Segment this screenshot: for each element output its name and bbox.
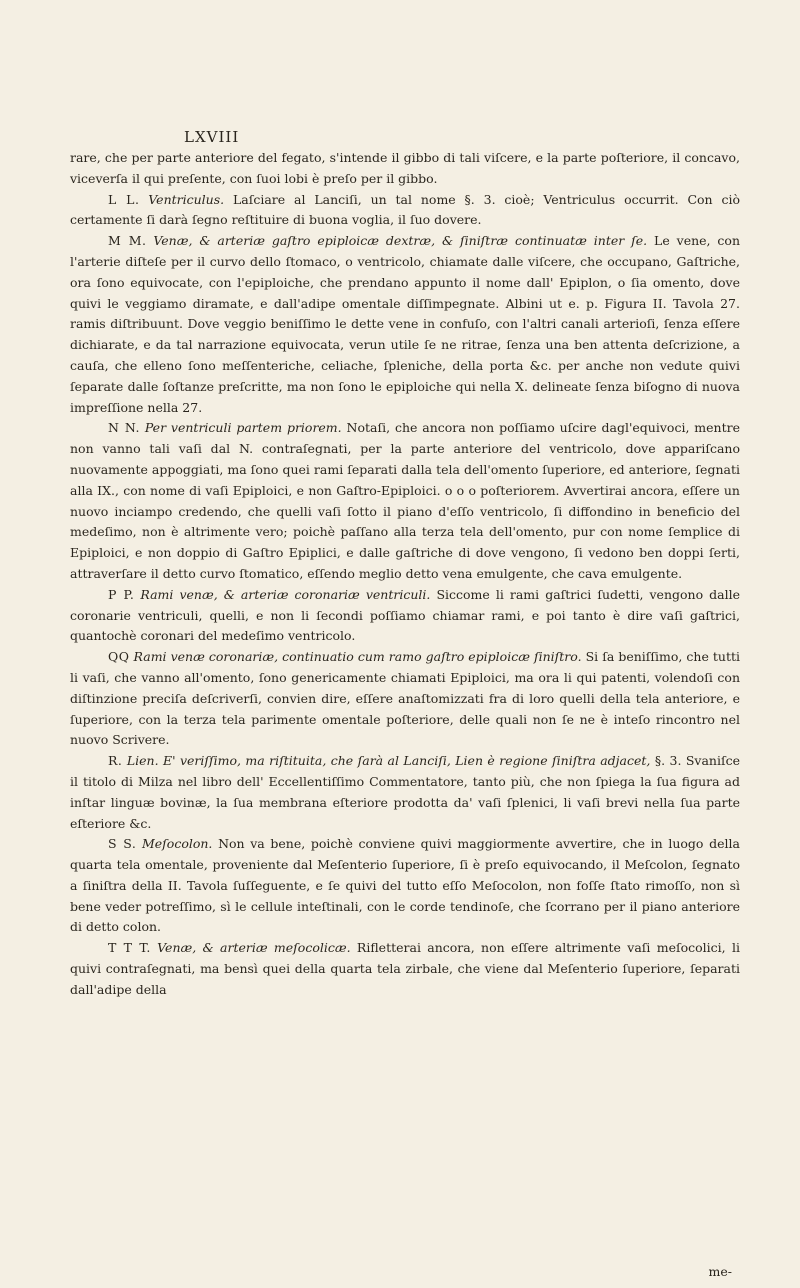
paragraph (70, 585, 740, 647)
paragraph-label: Meſocolon. (141, 836, 213, 852)
paragraph-key: R. (108, 753, 123, 769)
paragraph-text: rare, che per parte anteriore del fegato, s'intende il gibbo di tali viſcere, e la parte poſteriore, il concavo, viceverſa il qui preſente, con ſuoi lobi è preſo per il gibbo. (70, 150, 740, 186)
paragraph-label: Ventriculus. (148, 191, 225, 207)
paragraph (70, 231, 740, 418)
paragraph-text: Le vene, con l'arterie diſteſe per il curvo dello ſtomaco, o ventricolo, chiamate dalle viſcere, che occupano, Gaſtriche, ora ſono equivocate, con l'epiploiche, che prendano appunto il nome dall' Epiplon, o ſia omento, dove quivi le veggiamo diramate, e dall'adipe omentale diſſimpegnate. Albini ut e. p. Figura II. Tavola 27. ramis diſtribuunt. Dove veggio beniſſimo le dette vene in confuſo, con l'altri canali arterioſi, ſenza eſſere dichiarate, e da tal narrazione equivocata, verun utile ſe ne ritrae, ſenza una ben attenta deſcrizione, a cauſa, che elleno ſono meſſenteriche, celiache, ſpleniche, della porta &c. per anche non vedute quivi ſeparate dalle ſoſtanze preſcritte, ma non ſono le epiploiche qui nella X. delineate ſenza biſogno di nuova impreſſione nella 27. (70, 233, 741, 415)
paragraph-key: N N. (108, 420, 140, 436)
paragraph-text: Si ſa beniſſimo, che tutti li vaſi, che vanno all'omento, ſono genericamente chiamati Epiploici, ma ora li qui patenti, volendoſi con diſtinzione preciſa deſcriverſi, convien dire, eſſere anaſtomizzati fra di loro quelli della tela anteriore, e ſuperiore, con la terza tela parimente omentale poſteriore, delle quali non ſe ne è inteſo rincontro nel nuovo Scrivere. (70, 649, 740, 748)
paragraph (70, 190, 740, 232)
paragraph (70, 751, 740, 834)
paragraph-text: §. 3. Svaniſce il titolo di Milza nel libro dell' Eccellentiſſimo Commentatore, tanto più, che non ſpiega la ſua figura ad inſtar linguæ bovinæ, la ſua membrana eſteriore prodotta da' vaſi ſplenici, li vaſi brevi nella ſua parte eſteriore &c. (70, 753, 741, 831)
paragraph-key: L L. (108, 191, 140, 207)
paragraph-label: Rami venæ coronariæ, continuatio cum ramo gaſtro epiploicæ ſiniſtro. (133, 649, 582, 665)
paragraph-key: P P. (108, 586, 135, 602)
paragraph-label: Rami venæ, & arteriæ coronariæ ventriculi. (140, 586, 431, 602)
paragraph-key: S S. (108, 836, 137, 852)
page-number: LXVIII (184, 128, 240, 146)
body-text (70, 148, 740, 1001)
paragraph-label: Venæ, & arteriæ meſocolicæ. (157, 940, 351, 956)
paragraph (70, 418, 740, 584)
paragraph-text: Siccome li rami gaſtrici ſudetti, vengono dalle coronarie ventriculi, quelli, e non li ſecondi poſſiamo chiamar rami, e poi tanto è dire vaſi gaſtrici, quantochè coronari del medeſimo ventricolo. (70, 586, 740, 644)
paragraph (70, 647, 740, 751)
paragraph-label: Venæ, & arteriæ gaſtro epiploicæ dextræ, & ſiniſtræ continuatæ inter ſe. (153, 233, 648, 249)
paragraph (70, 148, 740, 190)
paragraph-label: Per ventriculi partem priorem. (144, 420, 342, 436)
paragraph (70, 834, 740, 938)
paragraph-text: Laſciare al Lanciſi, un tal nome §. 3. cioè; Ventriculus occurrit. Con ciò certamente ſi darà ſegno reſtituire di buona voglia, il ſuo dovere. (70, 191, 740, 228)
paragraph-text: Non va bene, poichè conviene quivi maggiormente avvertire, che in luogo della quarta tela omentale, proveniente dal Meſenterio ſuperiore, ſi è preſo equivocando, il Meſcolon, ſegnato a ſiniſtra della II. Tavola ſuſſeguente, e ſe quivi del tutto eſſo Meſocolon, non foſſe ſtato rimoſſo, non sì bene veder potreſſimo, sì le cellule inteſtinali, con le corde tendinoſe, che ſcorrano per il piano anteriore di detto colon. (70, 836, 740, 935)
paragraph-text: Rifletterai ancora, non eſſere altrimente vaſi meſocolici, li quivi contraſegnati, ma bensì quei della quarta tela zirbale, che viene dal Meſenterio ſuperiore, ſeparati dall'adipe della (70, 940, 740, 997)
paragraph-key: QQ (108, 649, 130, 665)
paragraph-label: Lien. E' veriſſimo, ma riſtituita, che ſarà al Lanciſi, Lien è regione ſiniſtra adjacet, (126, 753, 651, 769)
paragraph-text: Notaſi, che ancora non poſſiamo uſcire dagl'equivoci, mentre non vanno tali vaſi dal N. contraſegnati, per la parte anteriore del ventricolo, dove appariſcano nuovamente appoggiati, ma ſono quei rami ſeparati dalla tela dell'omento ſuperiore, ed anteriore, ſegnati alla IX., con nome di vaſi Epiploici, e non Gaſtro-Epiploici. o o o poſteriorem. Avvertirai ancora, eſſere un nuovo inciampo credendo, che quelli vaſi ſotto il piano d'eſſo ventricolo, ſi diffondino in beneficio del medeſimo, non è altrimente vero; poichè paſſano alla terza tela dell'omento, pur con nome ſemplice di Epiploici, e non doppio di Gaſtro Epiplici, e dalle gaſtriche di dove vengono, ſi vedono ben doppi ſerti, attraverſare il detto curvo ſtomatico, eſſendo meglio detto vena emulgente, che cava emulgente. (70, 420, 740, 581)
paragraph-key: M M. (108, 233, 147, 249)
paragraph (70, 938, 740, 1000)
paragraph-key: T T T. (108, 940, 151, 956)
catchword: me- (708, 1264, 732, 1279)
